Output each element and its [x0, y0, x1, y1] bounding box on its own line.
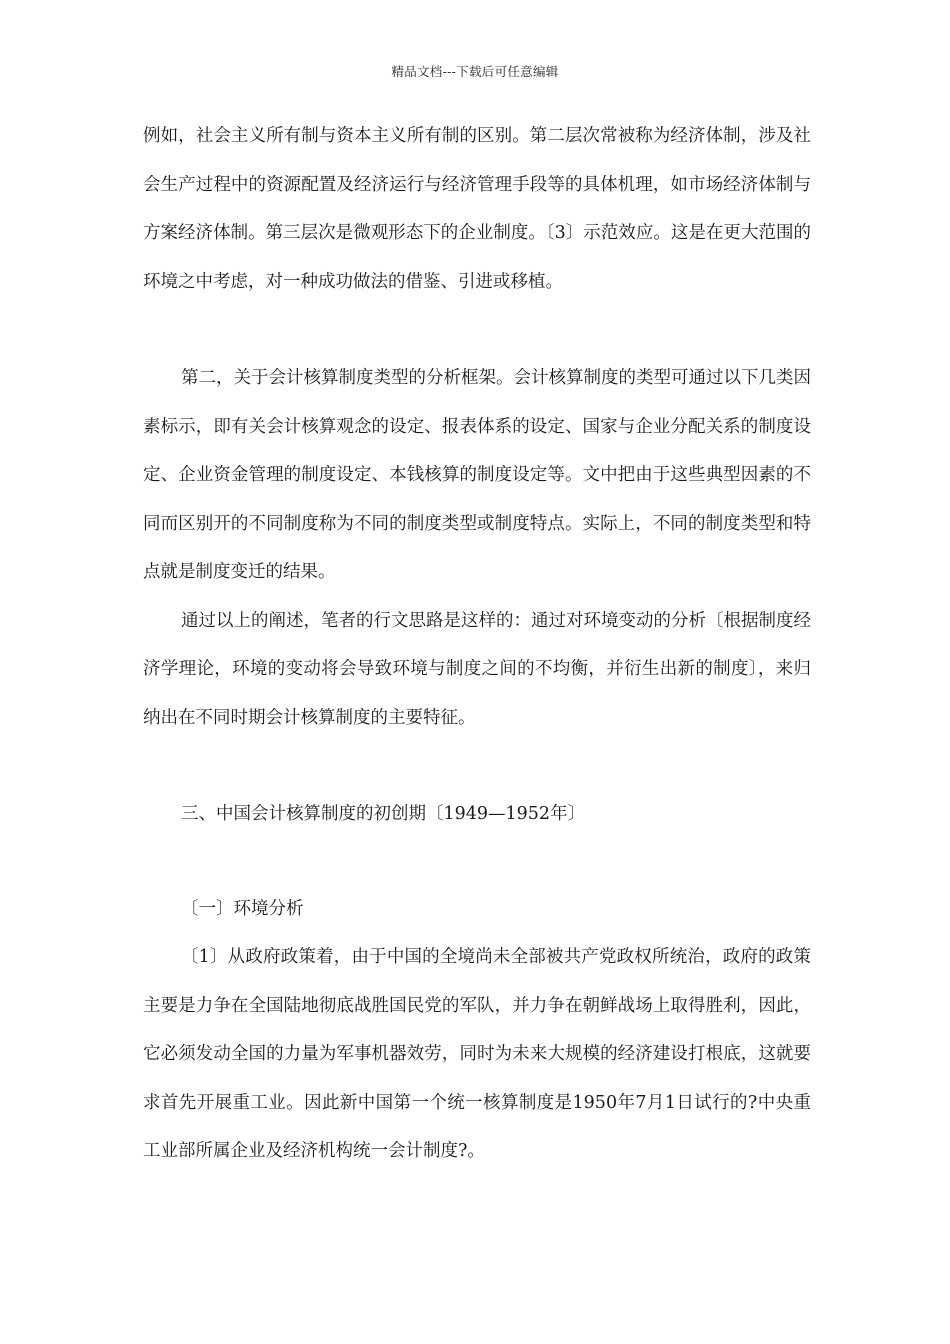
paragraph-gap	[143, 742, 811, 790]
paragraph-1: 例如，社会主义所有制与资本主义所有制的区别。第二层次常被称为经济体制，涉及社会生产过程中的资源配置及经济运行与经济管理手段等的具体机理，如市场经济体制与方案经济体制。第三层次是微观形态下的企业制度。〔3〕示范效应。这是在更大范围的环境之中考虑，对一种成功做法的借鉴、引进或移植。	[143, 126, 811, 292]
paragraph-2: 第二，关于会计核算制度类型的分析框架。会计核算制度的类型可通过以下几类因素标示，即有关会计核算观念的设定、报表体系的设定、国家与企业分配关系的制度设定、企业资金管理的制度设定、本钱核算的制度设定等。文中把由于这些典型因素的不同而区别开的不同制度称为不同的制度类型或制度特点。实际上，不同的制度类型和特点就是制度变迁的结果。	[143, 368, 811, 582]
subsection-heading-1: 〔一〕环境分析	[181, 898, 304, 919]
document-body	[143, 112, 811, 1176]
paragraph-gap	[143, 306, 811, 354]
page-header: 精品文档---下载后可任意编辑	[391, 64, 559, 79]
paragraph-3: 通过以上的阐述，笔者的行文思路是这样的：通过对环境变动的分析〔根据制度经济学理论，环境的变动将会导致环境与制度之间的不均衡，并衍生出新的制度〕，来归纳出在不同时期会计核算制度的主要特征。	[143, 610, 811, 728]
paragraph-4: 〔1〕从政府政策着，由于中国的全境尚未全部被共产党政权所统治，政府的政策主要是力争在全国陆地彻底战胜国民党的军队，并力争在朝鲜战场上取得胜利，因此，它必须发动全国的力量为军事机器效劳，同时为未来大规模的经济建设打根底，这就要求首先开展重工业。因此新中国第一个统一核算制度是1950年7月1日试行的?中央重工业部所属企业及经济机构统一会计制度?。	[143, 947, 811, 1161]
section-heading-3: 三、中国会计核算制度的初创期〔1949—1952年〕	[181, 804, 586, 824]
paragraph-gap	[143, 839, 811, 885]
